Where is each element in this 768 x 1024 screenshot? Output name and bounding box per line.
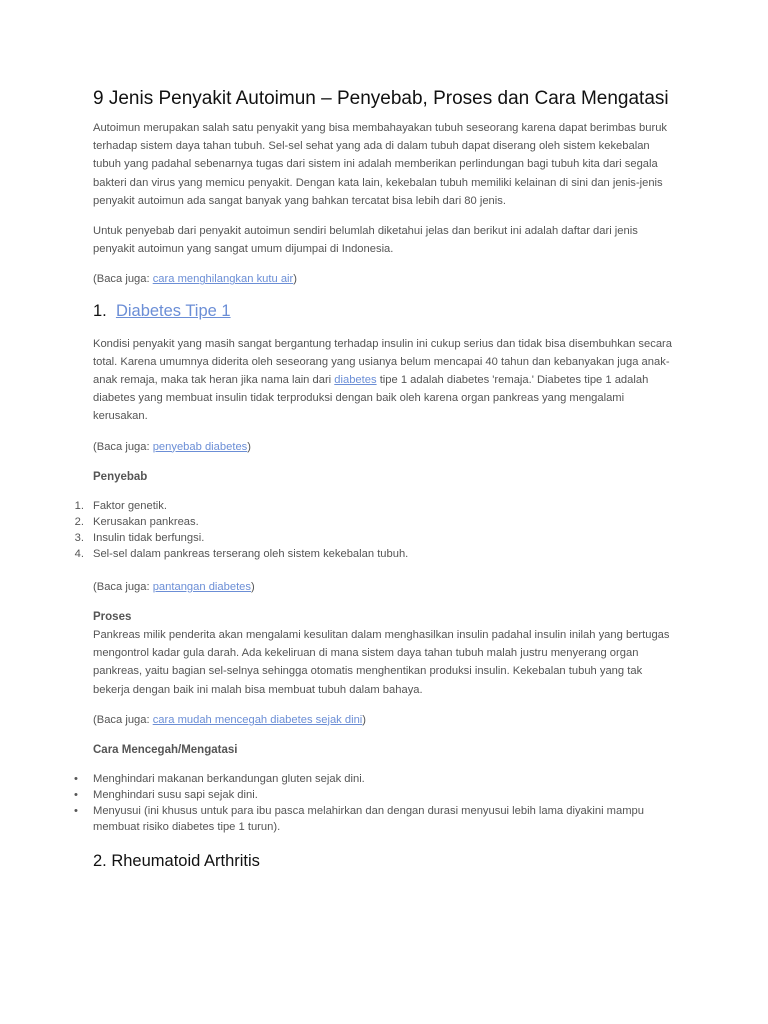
list-item [74, 546, 675, 562]
list-item-text: Kerusakan pankreas. [93, 515, 199, 528]
baca-prefix: (Baca juga: [93, 440, 153, 453]
link-pantangan-diabetes[interactable]: pantangan diabetes [152, 580, 251, 593]
baca-suffix: ) [293, 273, 297, 286]
link-penyebab-diabetes[interactable]: penyebab diabetes [152, 440, 248, 453]
baca-suffix: ) [362, 713, 367, 726]
penyebab-heading: Penyebab [93, 470, 148, 483]
baca-prefix: (Baca juga: [93, 273, 153, 286]
list-item-text: Faktor genetik. [93, 499, 167, 512]
baca-suffix: ) [247, 440, 251, 453]
baca-juga-4 [93, 711, 675, 729]
proses-paragraph: Pankreas milik penderita akan mengalami kesulitan dalam menghasilkan insulin padahal insulin inilah yang bertugas mengontrol kadar gula darah. Ada kekeliruan di mana sistem daya tahan tubuh malah justru menyerang organ pankreas, yaitu bagian sel-selnya sehingga otomatis menghentikan produksi insulin. Kekebalan tubuh yang tak bekerja dengan baik ini malah bisa membuat tubuh dalam bahaya. [93, 629, 670, 696]
document-page [74, 88, 675, 885]
cara-heading: Cara Mencegah/Mengatasi [93, 744, 238, 757]
baca-prefix: (Baca juga: [93, 580, 153, 593]
list-number: 4. [74, 547, 84, 560]
section-1-description [93, 335, 675, 426]
baca-juga-1 [93, 270, 675, 288]
list-item-text: Sel-sel dalam pankreas terserang oleh sistem kekebalan tubuh. [93, 547, 409, 560]
section-2-heading: 2. Rheumatoid Arthritis [93, 852, 260, 871]
baca-juga-3 [93, 578, 675, 596]
list-item-text: Menghindari susu sapi sejak dini. [93, 789, 258, 802]
bullet-icon: • [74, 773, 78, 786]
intro-paragraph-1: Autoimun merupakan salah satu penyakit yang bisa membahayakan tubuh seseorang karena dapat berimbas buruk terhadap sistem daya tahan tubuh. Sel-sel sehat yang ada di dalam tubuh dapat diserang oleh sistem kekebalan tubuh yang padahal sebenarnya tugas dari sistem ini adalah memberikan perlindungan bagi tubuh kita dari segala bakteri dan virus yang memicu penyakit. Dengan kata lain, kekebalan tubuh memiliki kelainan di sini dan jenis-jenis penyakit autoimun ada sangat banyak yang bahkan tercatat bisa lebih dari 80 jenis. [93, 122, 668, 207]
list-item [74, 498, 675, 514]
proses-heading: Proses [93, 611, 132, 624]
list-item [74, 803, 675, 835]
list-item-text: Menyusui (ini khusus untuk para ibu pasca melahirkan dan dengan durasi menyusui lebih lama diyakini mampu membuat risiko diabetes tipe 1 turun). [93, 805, 644, 834]
page-title: 9 Jenis Penyakit Autoimun – Penyebab, Proses dan Cara Mengatasi [93, 88, 669, 109]
list-item-text: Insulin tidak berfungsi. [93, 531, 205, 544]
section-1-heading [93, 301, 675, 321]
list-number: 2. [74, 515, 84, 528]
link-kutu-air[interactable]: cara menghilangkan kutu air [152, 273, 294, 286]
penyebab-list [74, 498, 675, 562]
list-item-text: Menghindari makanan berkandungan gluten sejak dini. [93, 773, 365, 786]
list-number: 1. [74, 499, 84, 512]
intro-paragraph-2: Untuk penyebab dari penyakit autoimun sendiri belumlah diketahui jelas dan berikut ini adalah daftar dari jenis penyakit autoimun yang sangat umum dijumpai di Indonesia. [93, 225, 638, 256]
baca-prefix: (Baca juga: [93, 713, 153, 726]
list-item [74, 530, 675, 546]
link-diabetes[interactable]: diabetes [334, 374, 377, 387]
bullet-icon: • [74, 805, 78, 818]
list-number: 3. [74, 531, 84, 544]
list-item [74, 787, 675, 803]
bullet-icon: • [74, 789, 78, 802]
desc-after: tipe 1 adalah diabetes 'remaja.' Diabetes tipe 1 adalah diabetes yang membuat insulin tidak terproduksi dengan baik oleh karena organ pankreas yang mengalami kerusakan. [93, 374, 649, 423]
section-1-number: 1. [93, 301, 107, 320]
section-1-title-link[interactable]: Diabetes Tipe 1 [115, 301, 231, 320]
list-item [74, 514, 675, 530]
desc-before: Kondisi penyakit yang masih sangat bergantung terhadap insulin ini cukup serius dan tidak bisa disembuhkan secara total. Karena umumnya diderita oleh seseorang yang usianya belum mencapai 40 tahun dan kebanyakan juga anak-anak remaja, maka tak heran jika nama lain dari [93, 337, 673, 387]
cara-list [74, 771, 675, 835]
baca-suffix: ) [251, 580, 255, 593]
baca-juga-2 [93, 438, 675, 456]
list-item [74, 771, 675, 787]
link-mencegah-diabetes[interactable]: cara mudah mencegah diabetes sejak dini [152, 713, 363, 726]
